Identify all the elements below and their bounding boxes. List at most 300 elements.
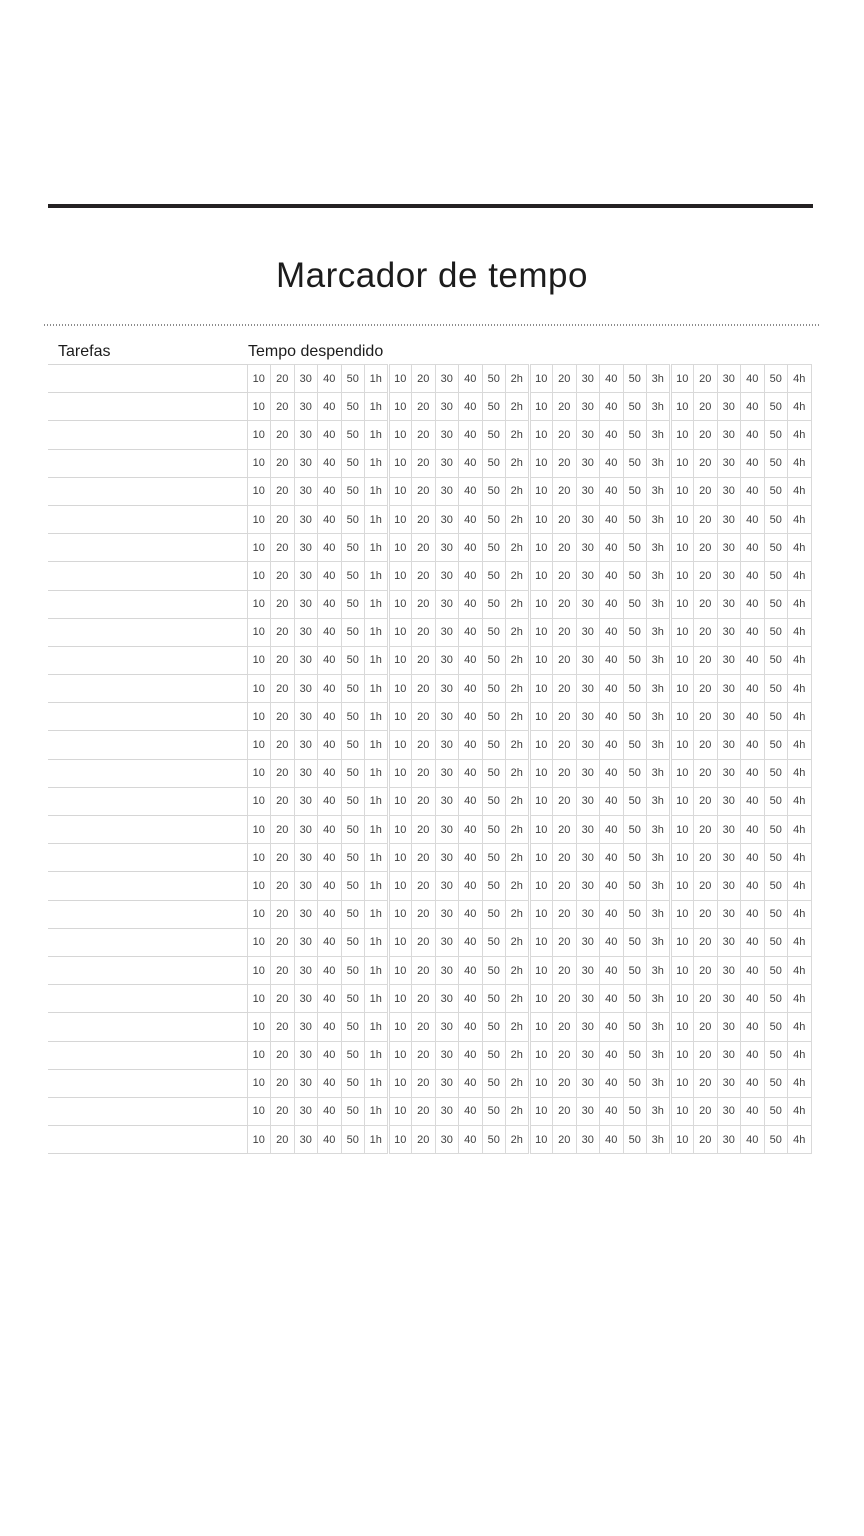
time-cell: 50 [341, 956, 365, 984]
time-cell: 20 [271, 872, 295, 900]
time-cell: 40 [318, 731, 342, 759]
time-cell: 4h [788, 872, 812, 900]
time-cell: 4h [788, 1126, 812, 1154]
time-cell: 3h [647, 421, 671, 449]
time-cell: 3h [647, 365, 671, 393]
time-cell: 30 [435, 759, 459, 787]
time-cell: 30 [576, 1041, 600, 1069]
time-cell: 50 [764, 1041, 788, 1069]
time-cell: 50 [482, 1097, 506, 1125]
time-cell: 50 [341, 872, 365, 900]
time-cell: 50 [341, 759, 365, 787]
task-cell [48, 872, 247, 900]
table-row [48, 393, 811, 421]
time-cell: 50 [623, 675, 647, 703]
tasks-column-header: Tarefas [58, 343, 111, 360]
time-cell: 20 [271, 1097, 295, 1125]
time-cell: 4h [788, 731, 812, 759]
table-row [48, 534, 811, 562]
time-cell: 40 [600, 618, 624, 646]
time-cell: 50 [482, 1041, 506, 1069]
time-cell: 10 [529, 985, 553, 1013]
time-cell: 50 [623, 1013, 647, 1041]
time-cell: 10 [388, 365, 412, 393]
time-cell: 20 [553, 477, 577, 505]
time-cell: 30 [576, 956, 600, 984]
time-cell: 10 [247, 590, 271, 618]
time-cell: 40 [318, 703, 342, 731]
time-cell: 4h [788, 505, 812, 533]
time-cell: 40 [318, 985, 342, 1013]
task-cell [48, 1126, 247, 1154]
time-cell: 30 [435, 562, 459, 590]
time-cell: 40 [318, 646, 342, 674]
time-cell: 10 [388, 844, 412, 872]
time-cell: 50 [341, 816, 365, 844]
time-cell: 30 [435, 421, 459, 449]
time-cell: 50 [341, 1041, 365, 1069]
time-cell: 4h [788, 1069, 812, 1097]
time-cell: 30 [435, 675, 459, 703]
time-cell: 10 [388, 675, 412, 703]
time-cell: 30 [435, 872, 459, 900]
time-cell: 20 [553, 505, 577, 533]
time-cell: 20 [271, 928, 295, 956]
time-cell: 40 [459, 393, 483, 421]
time-cell: 3h [647, 505, 671, 533]
time-cell: 20 [271, 393, 295, 421]
time-cell: 20 [271, 816, 295, 844]
task-cell [48, 675, 247, 703]
time-cell: 20 [271, 646, 295, 674]
time-cell: 3h [647, 646, 671, 674]
time-cell: 4h [788, 900, 812, 928]
time-cell: 20 [271, 562, 295, 590]
time-cell: 50 [482, 534, 506, 562]
time-cell: 10 [388, 1069, 412, 1097]
time-cell: 40 [741, 956, 765, 984]
time-cell: 10 [388, 646, 412, 674]
time-cell: 30 [717, 562, 741, 590]
time-cell: 50 [341, 1126, 365, 1154]
time-cell: 10 [247, 787, 271, 815]
time-cell: 40 [741, 872, 765, 900]
time-cell: 10 [388, 816, 412, 844]
time-cell: 10 [529, 477, 553, 505]
time-cell: 50 [764, 731, 788, 759]
time-cell: 10 [388, 618, 412, 646]
time-cell: 30 [717, 844, 741, 872]
time-cell: 20 [412, 1097, 436, 1125]
time-cell: 50 [482, 956, 506, 984]
time-cell: 4h [788, 703, 812, 731]
time-cell: 30 [717, 1013, 741, 1041]
time-cell: 10 [529, 759, 553, 787]
time-cell: 10 [529, 956, 553, 984]
time-cell: 40 [318, 562, 342, 590]
time-cell: 40 [741, 1041, 765, 1069]
time-cell: 10 [670, 505, 694, 533]
time-cell: 30 [717, 505, 741, 533]
time-cell: 20 [271, 675, 295, 703]
time-cell: 10 [670, 365, 694, 393]
time-cell: 20 [553, 928, 577, 956]
time-cell: 1h [365, 534, 389, 562]
time-cell: 30 [435, 505, 459, 533]
time-cell: 10 [529, 928, 553, 956]
time-cell: 40 [600, 731, 624, 759]
time-cell: 10 [388, 787, 412, 815]
time-cell: 40 [741, 421, 765, 449]
time-cell: 20 [694, 646, 718, 674]
time-cell: 50 [482, 477, 506, 505]
time-cell: 10 [670, 477, 694, 505]
time-cell: 30 [576, 759, 600, 787]
time-cell: 10 [247, 675, 271, 703]
time-cell: 10 [247, 1097, 271, 1125]
time-cell: 40 [600, 703, 624, 731]
time-cell: 20 [553, 844, 577, 872]
time-cell: 50 [764, 393, 788, 421]
time-cell: 10 [670, 646, 694, 674]
time-cell: 30 [294, 787, 318, 815]
time-cell: 2h [506, 534, 530, 562]
time-cell: 20 [553, 1069, 577, 1097]
time-cell: 3h [647, 985, 671, 1013]
time-cell: 20 [553, 618, 577, 646]
table-row [48, 844, 811, 872]
time-tracking-table [48, 364, 812, 1154]
time-cell: 10 [670, 393, 694, 421]
time-cell: 50 [623, 900, 647, 928]
time-cell: 40 [459, 421, 483, 449]
time-cell: 30 [435, 844, 459, 872]
time-cell: 40 [741, 985, 765, 1013]
time-cell: 50 [764, 449, 788, 477]
task-cell [48, 534, 247, 562]
time-cell: 20 [553, 562, 577, 590]
time-cell: 10 [247, 534, 271, 562]
time-cell: 20 [412, 844, 436, 872]
task-cell [48, 816, 247, 844]
time-cell: 1h [365, 477, 389, 505]
time-cell: 1h [365, 1097, 389, 1125]
time-cell: 4h [788, 1013, 812, 1041]
time-cell: 40 [459, 534, 483, 562]
time-cell: 2h [506, 449, 530, 477]
time-cell: 40 [459, 477, 483, 505]
time-cell: 2h [506, 1069, 530, 1097]
time-cell: 4h [788, 646, 812, 674]
time-cell: 50 [623, 590, 647, 618]
time-cell: 30 [717, 534, 741, 562]
time-cell: 50 [482, 1126, 506, 1154]
time-cell: 10 [388, 393, 412, 421]
time-cell: 40 [459, 1041, 483, 1069]
time-cell: 3h [647, 759, 671, 787]
time-cell: 30 [435, 1013, 459, 1041]
time-cell: 40 [459, 505, 483, 533]
time-cell: 2h [506, 1126, 530, 1154]
time-cell: 40 [741, 1097, 765, 1125]
time-cell: 10 [670, 816, 694, 844]
time-cell: 3h [647, 900, 671, 928]
time-cell: 40 [318, 477, 342, 505]
time-cell: 40 [459, 618, 483, 646]
time-cell: 40 [600, 1126, 624, 1154]
time-cell: 50 [482, 618, 506, 646]
time-cell: 1h [365, 844, 389, 872]
time-cell: 50 [623, 1041, 647, 1069]
time-cell: 30 [435, 365, 459, 393]
time-cell: 50 [482, 421, 506, 449]
time-cell: 3h [647, 872, 671, 900]
time-cell: 40 [600, 1041, 624, 1069]
time-cell: 20 [553, 985, 577, 1013]
time-cell: 30 [294, 1041, 318, 1069]
time-cell: 50 [764, 1097, 788, 1125]
time-cell: 10 [670, 900, 694, 928]
task-cell [48, 985, 247, 1013]
time-cell: 30 [435, 985, 459, 1013]
time-cell: 20 [553, 900, 577, 928]
time-cell: 20 [412, 618, 436, 646]
time-cell: 40 [741, 562, 765, 590]
time-cell: 40 [600, 956, 624, 984]
time-cell: 50 [764, 872, 788, 900]
time-cell: 30 [294, 646, 318, 674]
time-cell: 3h [647, 1069, 671, 1097]
time-cell: 20 [694, 1069, 718, 1097]
time-cell: 10 [529, 1041, 553, 1069]
time-cell: 30 [576, 844, 600, 872]
time-cell: 3h [647, 534, 671, 562]
time-cell: 10 [388, 956, 412, 984]
time-cell: 10 [247, 449, 271, 477]
time-cell: 20 [694, 534, 718, 562]
time-cell: 50 [623, 1126, 647, 1154]
time-cell: 3h [647, 393, 671, 421]
time-cell: 40 [459, 956, 483, 984]
time-cell: 40 [600, 1097, 624, 1125]
time-cell: 50 [482, 844, 506, 872]
time-cell: 40 [318, 534, 342, 562]
time-cell: 40 [459, 759, 483, 787]
time-cell: 40 [741, 928, 765, 956]
time-cell: 20 [412, 449, 436, 477]
time-cell: 30 [717, 1041, 741, 1069]
time-cell: 3h [647, 675, 671, 703]
time-cell: 30 [294, 618, 318, 646]
time-cell: 4h [788, 534, 812, 562]
time-cell: 40 [318, 759, 342, 787]
time-cell: 40 [600, 844, 624, 872]
time-cell: 2h [506, 872, 530, 900]
time-cell: 50 [482, 675, 506, 703]
time-cell: 20 [412, 590, 436, 618]
task-cell [48, 505, 247, 533]
time-cell: 50 [482, 816, 506, 844]
time-cell: 10 [529, 900, 553, 928]
time-cell: 10 [529, 646, 553, 674]
time-cell: 50 [482, 872, 506, 900]
time-cell: 10 [529, 675, 553, 703]
time-cell: 30 [576, 731, 600, 759]
time-cell: 50 [623, 393, 647, 421]
time-cell: 20 [412, 816, 436, 844]
time-cell: 1h [365, 1013, 389, 1041]
time-cell: 50 [482, 900, 506, 928]
time-cell: 30 [576, 618, 600, 646]
time-cell: 10 [247, 477, 271, 505]
time-cell: 30 [435, 900, 459, 928]
time-cell: 30 [576, 1069, 600, 1097]
time-cell: 10 [388, 1097, 412, 1125]
time-cell: 30 [294, 759, 318, 787]
time-cell: 30 [435, 477, 459, 505]
time-cell: 20 [412, 393, 436, 421]
time-cell: 40 [600, 675, 624, 703]
time-cell: 30 [576, 449, 600, 477]
time-cell: 2h [506, 956, 530, 984]
time-cell: 50 [341, 703, 365, 731]
time-cell: 50 [341, 985, 365, 1013]
page-title: Marcador de tempo [276, 256, 588, 295]
time-cell: 10 [247, 1013, 271, 1041]
time-cell: 3h [647, 928, 671, 956]
time-cell: 30 [294, 844, 318, 872]
time-cell: 40 [600, 421, 624, 449]
time-cell: 20 [694, 449, 718, 477]
time-cell: 10 [529, 787, 553, 815]
time-cell: 40 [600, 534, 624, 562]
time-cell: 50 [341, 618, 365, 646]
task-cell [48, 477, 247, 505]
time-cell: 10 [670, 590, 694, 618]
time-cell: 10 [388, 1041, 412, 1069]
time-cell: 40 [318, 365, 342, 393]
time-cell: 3h [647, 1041, 671, 1069]
time-cell: 50 [623, 618, 647, 646]
time-cell: 1h [365, 956, 389, 984]
time-cell: 1h [365, 1069, 389, 1097]
time-cell: 3h [647, 618, 671, 646]
time-cell: 10 [529, 534, 553, 562]
time-cell: 40 [741, 1126, 765, 1154]
time-cell: 20 [694, 1013, 718, 1041]
table-row [48, 1069, 811, 1097]
time-cell: 50 [623, 956, 647, 984]
task-cell [48, 1097, 247, 1125]
time-cell: 30 [717, 421, 741, 449]
table-row [48, 956, 811, 984]
top-rule [48, 204, 813, 208]
time-cell: 1h [365, 787, 389, 815]
time-cell: 50 [482, 505, 506, 533]
time-cell: 50 [764, 365, 788, 393]
task-cell [48, 421, 247, 449]
time-cell: 3h [647, 1013, 671, 1041]
time-cell: 1h [365, 816, 389, 844]
time-cell: 10 [388, 1013, 412, 1041]
time-cell: 3h [647, 787, 671, 815]
time-cell: 30 [435, 787, 459, 815]
time-cell: 50 [764, 1126, 788, 1154]
time-cell: 3h [647, 816, 671, 844]
time-cell: 4h [788, 590, 812, 618]
time-cell: 10 [247, 1126, 271, 1154]
time-cell: 50 [623, 1069, 647, 1097]
time-cell: 20 [553, 646, 577, 674]
task-cell [48, 393, 247, 421]
time-cell: 20 [412, 646, 436, 674]
time-cell: 40 [318, 618, 342, 646]
time-cell: 1h [365, 449, 389, 477]
time-cell: 30 [294, 365, 318, 393]
time-cell: 30 [294, 900, 318, 928]
time-cell: 20 [694, 1126, 718, 1154]
time-cell: 10 [670, 787, 694, 815]
time-cell: 50 [764, 759, 788, 787]
time-cell: 40 [600, 505, 624, 533]
time-cell: 1h [365, 505, 389, 533]
task-cell [48, 731, 247, 759]
time-cell: 30 [576, 872, 600, 900]
time-cell: 40 [459, 844, 483, 872]
time-cell: 50 [623, 365, 647, 393]
time-cell: 1h [365, 731, 389, 759]
time-cell: 50 [482, 928, 506, 956]
time-cell: 10 [247, 703, 271, 731]
time-cell: 20 [694, 872, 718, 900]
time-cell: 20 [271, 1041, 295, 1069]
time-cell: 40 [741, 393, 765, 421]
time-cell: 30 [294, 534, 318, 562]
time-cell: 30 [576, 365, 600, 393]
time-cell: 30 [294, 505, 318, 533]
time-cell: 20 [271, 477, 295, 505]
time-cell: 20 [694, 365, 718, 393]
time-cell: 50 [623, 985, 647, 1013]
time-cell: 40 [600, 562, 624, 590]
time-cell: 40 [318, 1041, 342, 1069]
time-cell: 3h [647, 844, 671, 872]
time-cell: 40 [741, 900, 765, 928]
time-cell: 10 [388, 703, 412, 731]
time-cell: 20 [694, 505, 718, 533]
time-cell: 10 [670, 731, 694, 759]
time-cell: 3h [647, 562, 671, 590]
time-cell: 30 [717, 787, 741, 815]
time-cell: 50 [764, 703, 788, 731]
time-cell: 50 [623, 505, 647, 533]
time-cell: 40 [741, 759, 765, 787]
time-cell: 50 [341, 1013, 365, 1041]
time-cell: 30 [717, 872, 741, 900]
time-cell: 40 [459, 1126, 483, 1154]
time-cell: 3h [647, 1097, 671, 1125]
table-row [48, 365, 811, 393]
time-cell: 50 [623, 1097, 647, 1125]
table-row [48, 759, 811, 787]
time-cell: 20 [694, 421, 718, 449]
time-cell: 2h [506, 900, 530, 928]
time-cell: 40 [459, 1013, 483, 1041]
time-cell: 10 [247, 956, 271, 984]
time-cell: 30 [435, 646, 459, 674]
time-cell: 30 [435, 956, 459, 984]
time-cell: 10 [529, 393, 553, 421]
